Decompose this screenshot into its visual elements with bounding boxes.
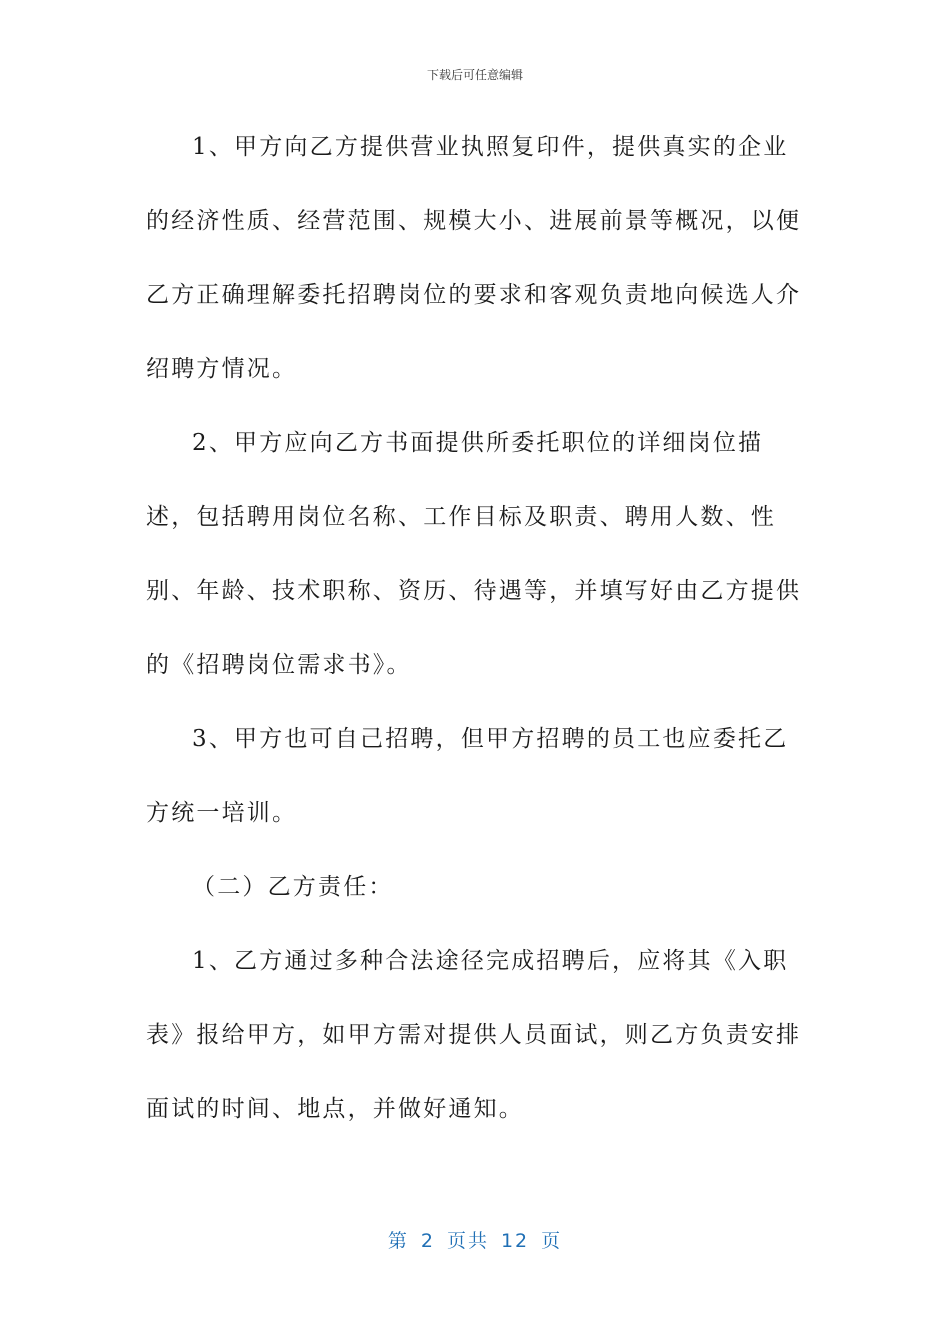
paragraph-1: 1、甲方向乙方提供营业执照复印件，提供真实的企业的经济性质、经营范围、规模大小、进展前景等概况，以便乙方正确理解委托招聘岗位的要求和客观负责地向候选人介绍聘方情况。: [146, 134, 802, 382]
page-footer: [0, 1226, 950, 1253]
page-prefix: 第: [387, 1230, 409, 1252]
paragraph-3: 3、甲方也可自己招聘，但甲方招聘的员工也应委托乙方统一培训。: [146, 726, 789, 826]
page-number: 2: [420, 1230, 435, 1252]
page-header: 下载后可任意编辑: [426, 68, 523, 82]
document-body: [146, 110, 806, 1146]
section-heading: （二）乙方责任：: [192, 874, 394, 900]
page-suffix: 页: [541, 1230, 563, 1252]
paragraph-2: 2、甲方应向乙方书面提供所委托职位的详细岗位描述，包括聘用岗位名称、工作目标及职责、聘用人数、性别、年龄、技术职称、资历、待遇等，并填写好由乙方提供的《招聘岗位需求书》。: [146, 430, 802, 678]
page-total: 12: [500, 1230, 530, 1252]
page-middle: 页共: [446, 1230, 489, 1252]
paragraph-4: 1、乙方通过多种合法途径完成招聘后，应将其《入职表》报给甲方，如甲方需对提供人员面试，则乙方负责安排面试的时间、地点，并做好通知。: [146, 948, 802, 1122]
